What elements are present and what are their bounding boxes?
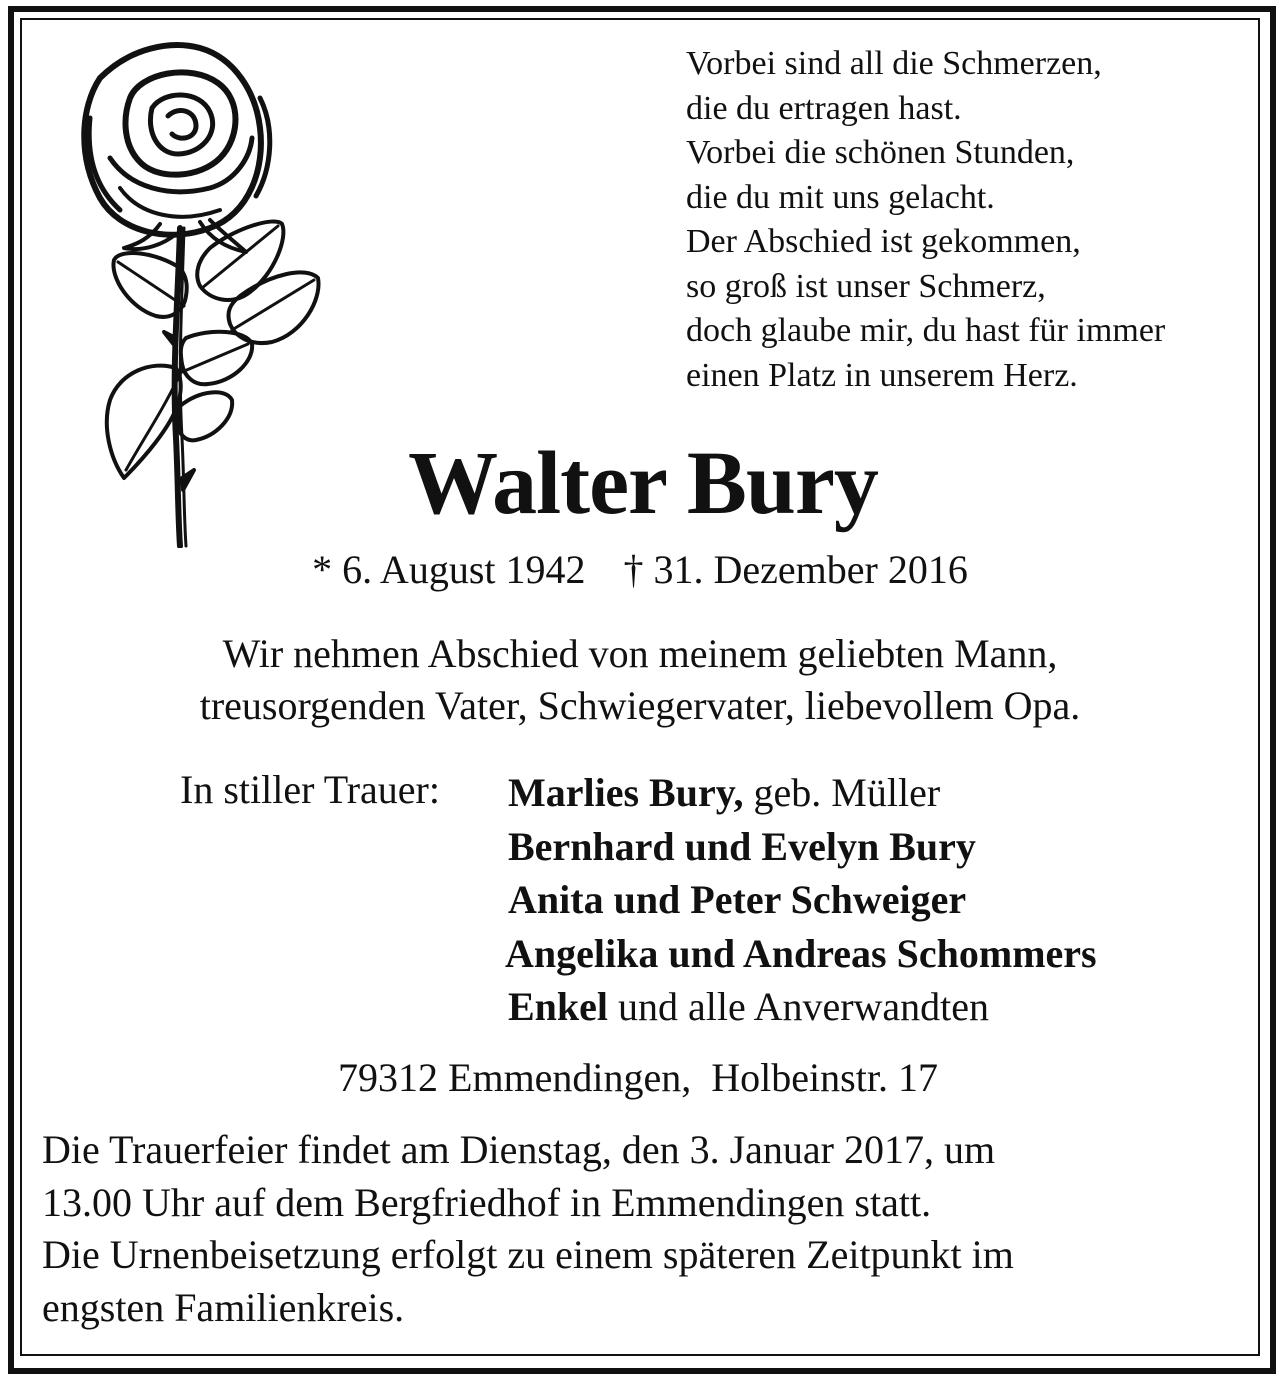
farewell-line: Wir nehmen Abschied von meinem geliebten Mann,: [222, 631, 1058, 676]
death-date: † 31. Dezember 2016: [623, 547, 968, 592]
poem-line: einen Platz in unserem Herz.: [686, 356, 1078, 394]
ceremony-text: [42, 1124, 1252, 1334]
birth-date: * 6. August 1942: [312, 547, 586, 592]
poem-line: die du mit uns gelacht.: [686, 178, 995, 216]
mourner-line: Anita und Peter Schweiger: [508, 877, 967, 922]
life-dates: [0, 546, 1280, 593]
poem-line: doch glaube mir, du hast für immer: [686, 312, 1166, 349]
ceremony-line: Die Trauerfeier findet am Dienstag, den 3. Januar 2017, um: [42, 1127, 996, 1172]
ceremony-line: Die Urnenbeisetzung erfolgt zu einem späteren Zeitpunkt im: [42, 1232, 1014, 1277]
poem-line: Der Abschied ist gekommen,: [686, 223, 1081, 260]
mourner-line: Angelika und Andreas Schommers: [505, 930, 1097, 976]
mourner-name: Enkel: [508, 984, 609, 1029]
mourner-name: Marlies Bury,: [508, 770, 744, 815]
farewell-line: treusorgenden Vater, Schwiegervater, liebevollem Opa.: [199, 683, 1081, 728]
mourner-line: Bernhard und Evelyn Bury: [508, 823, 976, 869]
poem: [686, 42, 1256, 398]
poem-line: so groß ist unser Schmerz,: [686, 267, 1046, 305]
mourner-note: und alle Anverwandten: [608, 984, 990, 1029]
poem-line: Vorbei die schönen Stunden,: [686, 134, 1075, 171]
farewell-text: [0, 628, 1280, 732]
mourner-line: [508, 980, 1097, 1034]
address: 79312 Emmendingen, Holbeinstr. 17: [338, 1055, 938, 1100]
deceased-name: Walter Bury: [408, 434, 878, 533]
mourners-list: [505, 766, 1097, 1034]
poem-line: Vorbei sind all die Schmerzen,: [686, 45, 1102, 82]
poem-line: die du ertragen hast.: [686, 89, 962, 127]
mourner-line: [508, 766, 1097, 820]
ceremony-line: 13.00 Uhr auf dem Bergfriedhof in Emmendingen statt.: [42, 1179, 932, 1225]
mourners-label: In stiller Trauer:: [180, 767, 440, 812]
ceremony-line: engsten Familienkreis.: [42, 1284, 405, 1330]
mourner-note: geb. Müller: [743, 770, 941, 815]
